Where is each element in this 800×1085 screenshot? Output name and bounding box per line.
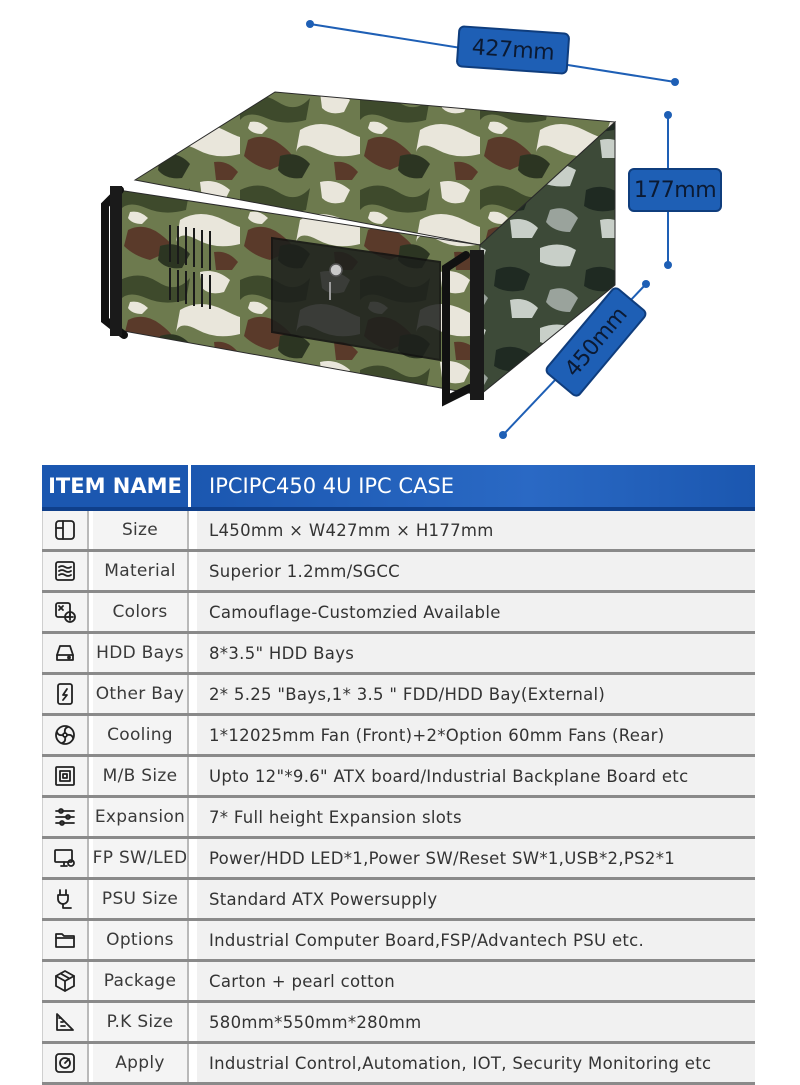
- spec-item-name: Material: [93, 552, 189, 590]
- spec-row: [42, 1044, 755, 1085]
- spec-item-value: 7* Full height Expansion slots: [197, 798, 755, 836]
- spec-item-value: Industrial Control,Automation, IOT, Security Monitoring etc: [197, 1044, 755, 1082]
- spec-item-value: 580mm*550mm*280mm: [197, 1003, 755, 1041]
- folder-icon: [42, 921, 89, 959]
- spec-item-name: Cooling: [93, 716, 189, 754]
- header-model-name: IPCIPC450 4U IPC CASE: [191, 465, 755, 507]
- spec-item-value: L450mm × W427mm × H177mm: [197, 511, 755, 549]
- spec-item-name: FP SW/LED: [93, 839, 189, 877]
- spec-row: [42, 880, 755, 921]
- spec-item-name: M/B Size: [93, 757, 189, 795]
- spec-item-name: PSU Size: [93, 880, 189, 918]
- spec-item-value: Industrial Computer Board,FSP/Advantech PSU etc.: [197, 921, 755, 959]
- spec-item-value: Standard ATX Powersupply: [197, 880, 755, 918]
- monitor-gear-icon: [42, 839, 89, 877]
- spec-row: [42, 798, 755, 839]
- spec-item-value: 8*3.5" HDD Bays: [197, 634, 755, 672]
- spec-item-value: Carton + pearl cotton: [197, 962, 755, 1000]
- spec-item-name: Expansion: [93, 798, 189, 836]
- spec-row: [42, 962, 755, 1003]
- spec-item-name: Other Bay: [93, 675, 189, 713]
- header-item-name: ITEM NAME: [42, 465, 191, 507]
- spec-item-value: Upto 12"*9.6" ATX board/Industrial Backplane Board etc: [197, 757, 755, 795]
- spec-row: [42, 552, 755, 593]
- spec-item-name: Colors: [93, 593, 189, 631]
- spec-row: [42, 675, 755, 716]
- ruler-triangle-icon: [42, 1003, 89, 1041]
- spec-item-name: Options: [93, 921, 189, 959]
- spec-item-name: Size: [93, 511, 189, 549]
- spec-item-value: 2* 5.25 "Bays,1* 3.5 " FDD/HDD Bay(External): [197, 675, 755, 713]
- spec-row: [42, 593, 755, 634]
- sliders-icon: [42, 798, 89, 836]
- depth-dimension-label: 450mm: [543, 285, 649, 399]
- fan-icon: [42, 716, 89, 754]
- spec-rows: [42, 511, 755, 1085]
- colors-icon: [42, 593, 89, 631]
- spec-row: [42, 921, 755, 962]
- spec-item-value: Camouflage-Customzied Available: [197, 593, 755, 631]
- spec-row: [42, 634, 755, 675]
- spec-item-value: Power/HDD LED*1,Power SW/Reset SW*1,USB*2,PS2*1: [197, 839, 755, 877]
- spec-table: [42, 465, 755, 1085]
- width-dimension-label: 427mm: [456, 25, 571, 75]
- height-dimension-label: 177mm: [628, 168, 722, 212]
- motherboard-icon: [42, 757, 89, 795]
- spec-item-name: P.K Size: [93, 1003, 189, 1041]
- size-icon: [42, 511, 89, 549]
- product-image-area: [0, 0, 800, 460]
- package-icon: [42, 962, 89, 1000]
- spec-item-value: Superior 1.2mm/SGCC: [197, 552, 755, 590]
- spec-item-name: HDD Bays: [93, 634, 189, 672]
- hdd-icon: [42, 634, 89, 672]
- spec-item-name: Package: [93, 962, 189, 1000]
- camouflage-case-illustration: [0, 0, 800, 460]
- plug-icon: [42, 880, 89, 918]
- spec-item-value: 1*12025mm Fan (Front)+2*Option 60mm Fans (Rear): [197, 716, 755, 754]
- drive-bay-icon: [42, 675, 89, 713]
- spec-row: [42, 511, 755, 552]
- spec-row: [42, 839, 755, 880]
- material-icon: [42, 552, 89, 590]
- spec-row: [42, 757, 755, 798]
- spec-row: [42, 716, 755, 757]
- spec-item-name: Apply: [93, 1044, 189, 1082]
- spec-table-header: [42, 465, 755, 511]
- spec-row: [42, 1003, 755, 1044]
